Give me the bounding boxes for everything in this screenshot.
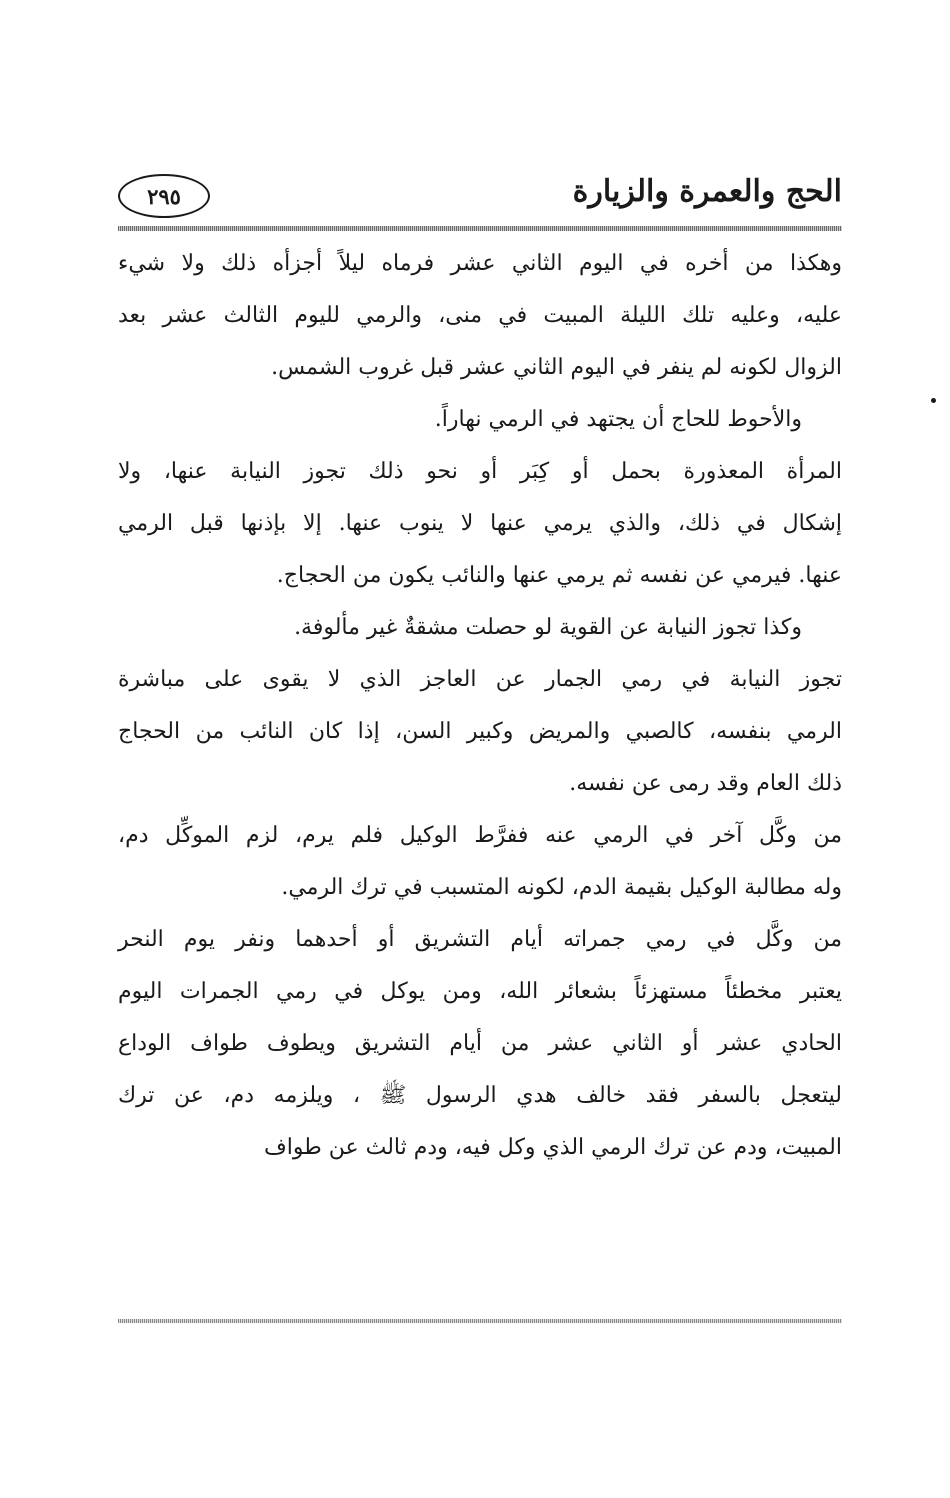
text-line: يعتبر مخطئاً مستهزئاً بشعائر الله، ومن يوكل في رمي الجمرات اليوم <box>118 979 842 1004</box>
text-line: إشكال في ذلك، والذي يرمي عنها لا ينوب عنها. إلا بإذنها قبل الرمي <box>118 511 842 536</box>
text-line: والأحوط للحاج أن يجتهد في الرمي نهاراً. <box>434 407 802 432</box>
text-line: تجوز النيابة في رمي الجمار عن العاجز الذي لا يقوى على مباشرة <box>118 667 842 692</box>
paragraph-list <box>118 238 842 1174</box>
text-line: ليتعجل بالسفر فقد خالف هدي الرسول ﷺ ، ويلزمه دم، عن ترك <box>118 1083 842 1108</box>
text-line: الحادي عشر أو الثاني عشر من أيام التشريق ويطوف طواف الوداع <box>118 1031 842 1056</box>
text-line: ذلك العام وقد رمى عن نفسه. <box>569 771 842 796</box>
body-text <box>118 238 842 1174</box>
page-number: ٢٩٥ <box>147 183 181 209</box>
header-rule <box>118 226 842 231</box>
paragraph <box>118 446 842 602</box>
text-line: المبيت، ودم عن ترك الرمي الذي وكل فيه، ودم ثالث عن طواف <box>263 1135 842 1160</box>
text-line: عليه، وعليه تلك الليلة المبيت في منى، والرمي لليوم الثالث عشر بعد <box>118 303 842 328</box>
book-title: الحج والعمرة والزيارة <box>572 174 842 209</box>
footer-rule <box>118 1319 842 1323</box>
text-line: عنها. فيرمي عن نفسه ثم يرمي عنها والنائب يكون من الحجاج. <box>276 563 842 588</box>
paragraph <box>118 394 842 446</box>
paragraph <box>118 238 842 394</box>
text-line: المرأة المعذورة بحمل أو كِبَر أو نحو ذلك تجوز النيابة عنها، ولا <box>118 459 842 484</box>
text-line: وله مطالبة الوكيل بقيمة الدم، لكونه المتسبب في ترك الرمي. <box>281 875 842 900</box>
text-line: من وكَّل آخر في الرمي عنه ففرَّط الوكيل فلم يرم، لزم الموكِّل دم، <box>118 823 842 848</box>
text-line: وهكذا من أخره في اليوم الثاني عشر فرماه ليلاً أجزأه ذلك ولا شيء <box>118 251 842 276</box>
margin-mark <box>931 398 936 403</box>
text-line: وكذا تجوز النيابة عن القوية لو حصلت مشقةٌ غير مألوفة. <box>294 615 802 640</box>
text-line: الزوال لكونه لم ينفر في اليوم الثاني عشر قبل غروب الشمس. <box>271 355 842 380</box>
paragraph <box>118 654 842 810</box>
text-line: الرمي بنفسه، كالصبي والمريض وكبير السن، إذا كان النائب من الحجاج <box>118 719 842 744</box>
text-line: من وكَّل في رمي جمراته أيام التشريق أو أحدهما ونفر يوم النحر <box>118 927 842 952</box>
paragraph <box>118 810 842 914</box>
paragraph <box>118 914 842 1174</box>
page-number-badge <box>118 174 210 218</box>
running-header <box>118 160 842 238</box>
paragraph <box>118 602 842 654</box>
